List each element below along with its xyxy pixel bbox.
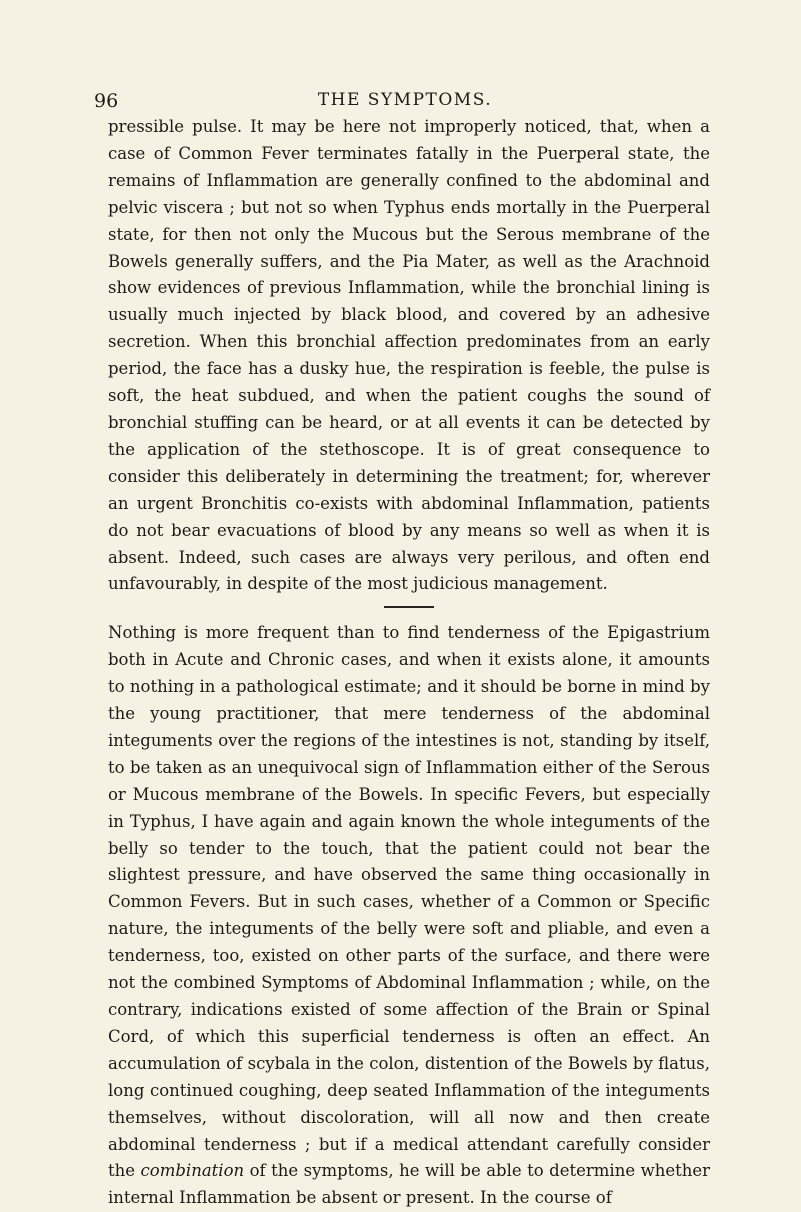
body-text bbox=[108, 114, 710, 1212]
running-title: THE SYMPTOMS. bbox=[317, 90, 493, 110]
running-head bbox=[94, 88, 716, 116]
page-number: 96 bbox=[94, 90, 119, 112]
emphasized-word: combination bbox=[140, 1161, 245, 1181]
paragraph bbox=[108, 620, 710, 1212]
paragraph: pressible pulse. It may be here not improperly noticed, that, when a case of Common Fever terminates fatally in the Puerperal state, the remains of Inflammation are generally confined to the abdominal and pelvic viscera ; but not so when Typhus ends mortally in the Puerperal state, for then not only the Mucous but the Serous membrane of the Bowels generally suffers, and the Pia Mater, as well as the Arachnoid show evidences of previous Inflammation, while the bronchial lining is usually much injected by black blood, and covered by an adhesive secretion. When this bronchial affection predominates from an early period, the face has a dusky hue, the respiration is feeble, the pulse is soft, the heat subdued, and when the patient coughs the sound of bronchial stuffing can be heard, or at all events it can be detected by the application of the stethoscope. It is of great consequence to consider this deliberately in determining the treatment; for, wherever an urgent Bronchitis co-exists with abdominal Inflammation, patients do not bear evacuations of blood by any means so well as when it is absent. Indeed, such cases are always very perilous, and often end unfavourably, in despite of the most judicious management. bbox=[108, 117, 710, 594]
section-divider bbox=[384, 606, 434, 608]
paragraph-text: of the symptoms, he will be able to determine whether internal Inflammation be absent or present. In the course of bbox=[108, 1161, 711, 1208]
paragraph-text: Nothing is more frequent than to find tenderness of the Epigastrium both in Acute and Chronic cases, and when it exists alone, it amounts to nothing in a pathological estimate; and it should be borne in mind by the young practitioner, that mere tenderness of the abdominal integuments over the regions of the intestines is not, standing by itself, to be taken as an unequivocal sign of Inflammation either of the Serous or Mucous membrane of the Bowels. In specific Fevers, but especially in Typhus, I have again and again known the whole integuments of the belly so tender to the touch, that the patient could not bear the slightest pressure, and have observed the same thing occasionally in Common Fevers. But in such cases, whether of a Common or Specific nature, the integuments of the belly were soft and pliable, and even a tenderness, too, existed on other parts of the surface, and there were not the combined Symptoms of Abdominal Inflammation ; while, on the contrary, indications existed of some affection of the Brain or Spinal Cord, of which this superficial tenderness is often an effect. An accumulation of scybala in the colon, distention of the Bowels by flatus, long continued coughing, deep seated Inflammation of the integuments themselves, without discoloration, will all now and then create abdominal tenderness ; but if a medical attendant carefully consider the bbox=[108, 623, 710, 1181]
